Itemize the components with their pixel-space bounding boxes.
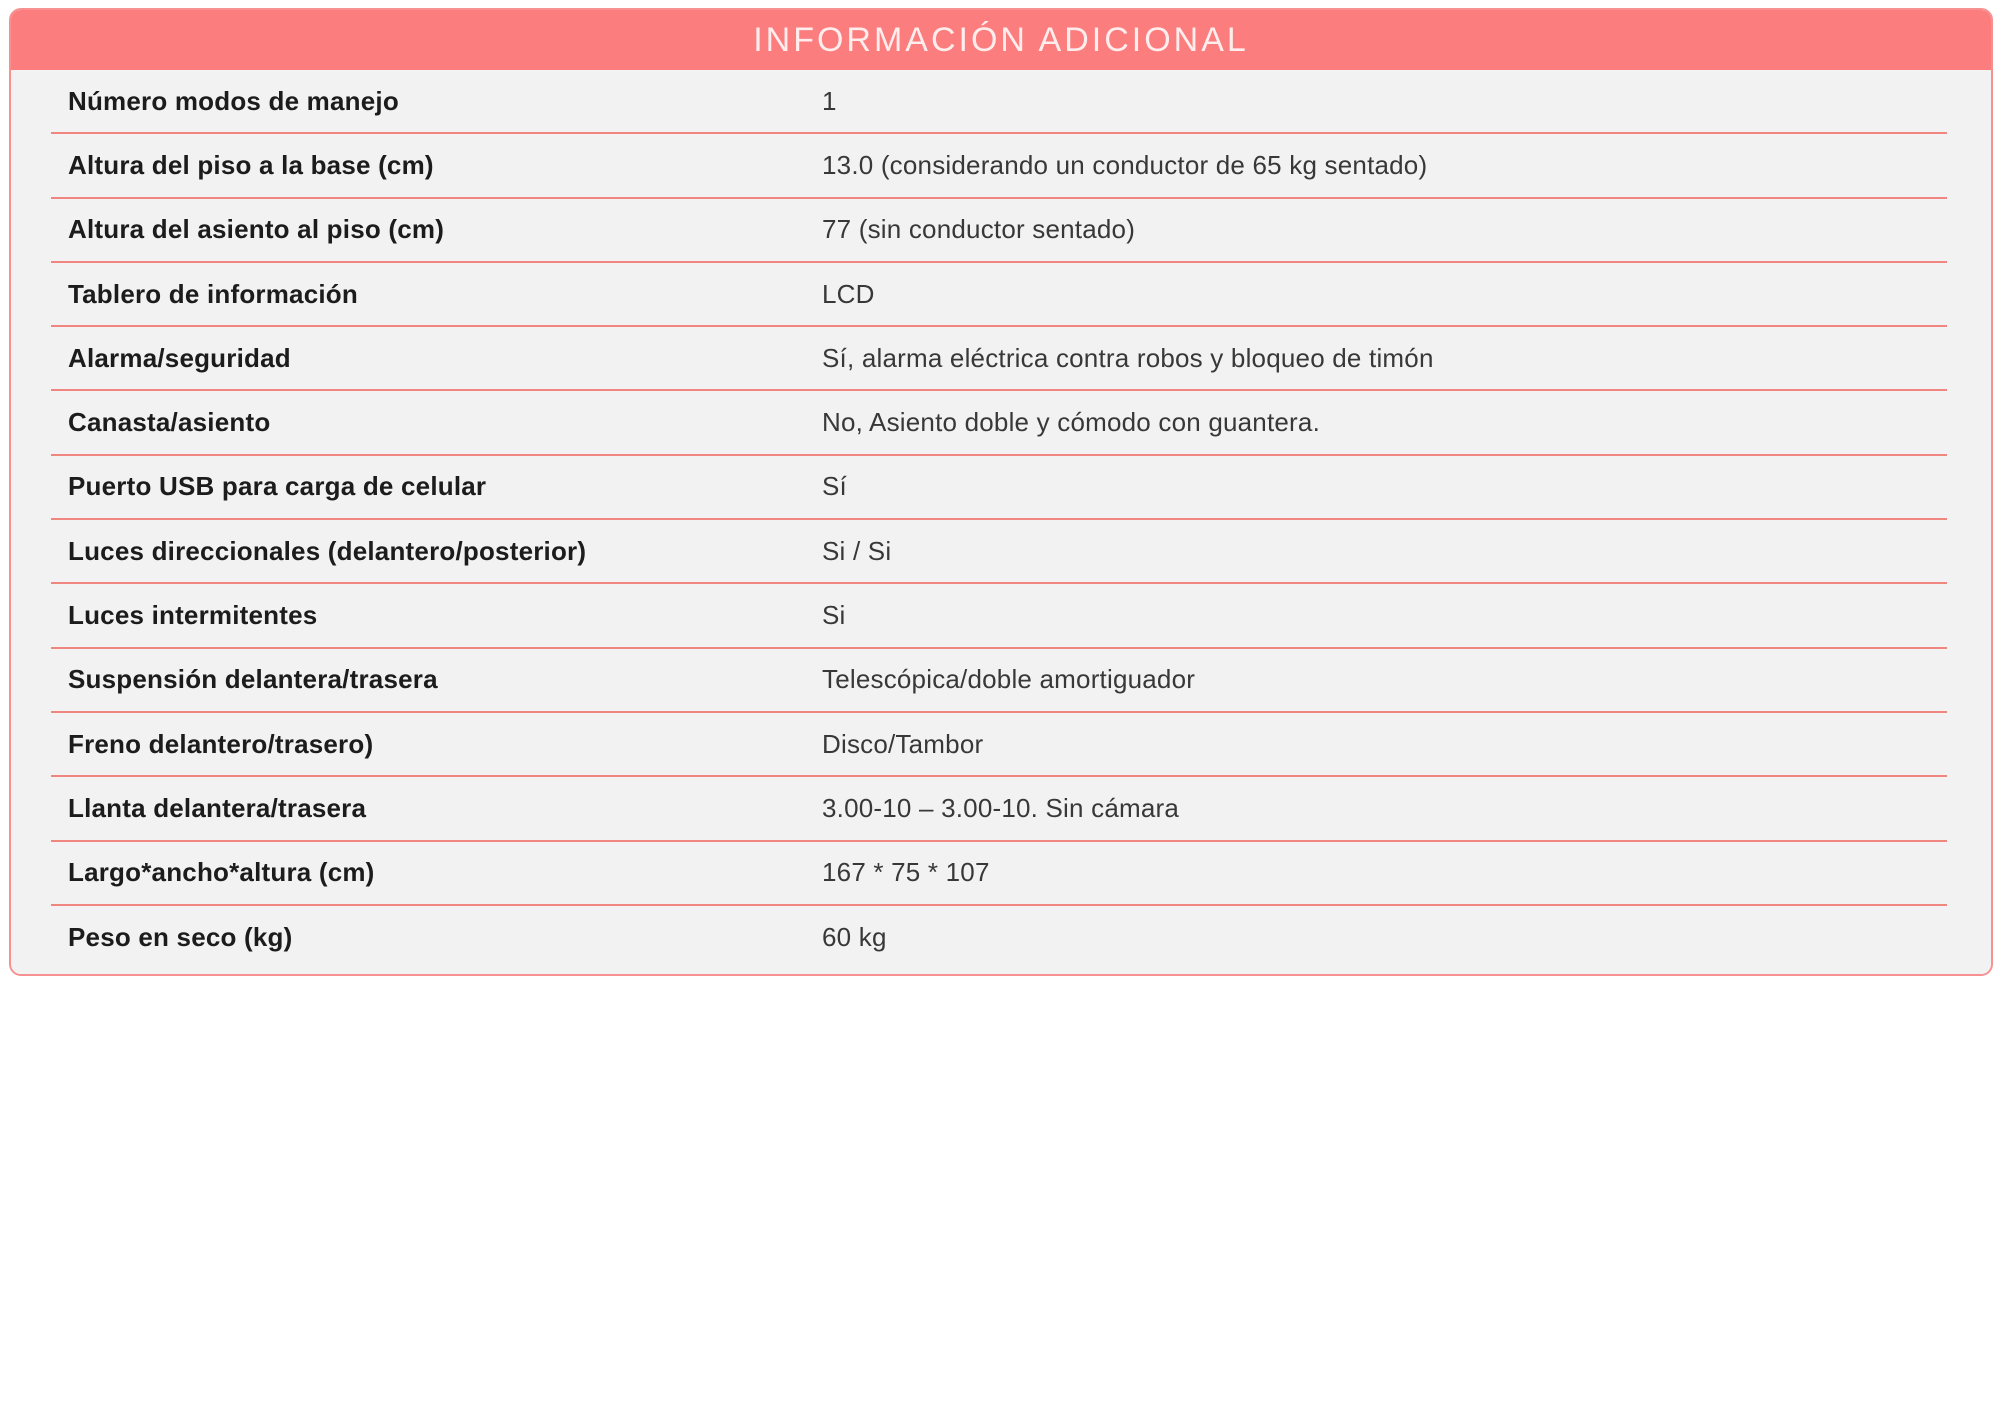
spec-row: [11, 70, 1991, 132]
spec-row: [11, 584, 1991, 646]
spec-label: Tablero de información: [68, 278, 358, 309]
spec-row: [11, 263, 1991, 325]
spec-row: [11, 456, 1991, 518]
spec-value: Sí: [822, 471, 847, 502]
additional-info-card: [9, 8, 1993, 976]
spec-row: [11, 713, 1991, 775]
additional-info-header: [11, 10, 1991, 70]
spec-label: Luces direccionales (delantero/posterior): [68, 535, 587, 566]
spec-value: Si / Si: [822, 535, 892, 566]
spec-row: [11, 199, 1991, 261]
spec-row: [11, 520, 1991, 582]
spec-label: Peso en seco (kg): [68, 921, 293, 952]
spec-label: Puerto USB para carga de celular: [68, 471, 487, 502]
spec-row: [11, 327, 1991, 389]
additional-info-title: INFORMACIÓN ADICIONAL: [753, 20, 1249, 59]
spec-label: Alarma/seguridad: [68, 342, 291, 373]
spec-value: Disco/Tambor: [822, 728, 984, 759]
spec-table: [11, 70, 1991, 974]
spec-label: Número modos de manejo: [68, 85, 399, 116]
spec-value: 13.0 (considerando un conductor de 65 kg sentado): [822, 149, 1428, 180]
spec-value: No, Asiento doble y cómodo con guantera.: [822, 407, 1320, 438]
spec-row: [11, 777, 1991, 839]
spec-value: 77 (sin conductor sentado): [822, 214, 1136, 245]
spec-label: Freno delantero/trasero): [68, 728, 374, 759]
spec-value: Sí, alarma eléctrica contra robos y bloqueo de timón: [822, 342, 1434, 373]
spec-row: [11, 842, 1991, 904]
spec-row: [11, 134, 1991, 196]
spec-value: Telescópica/doble amortiguador: [822, 664, 1196, 695]
spec-label: Largo*ancho*altura (cm): [68, 857, 375, 888]
spec-label: Llanta delantera/trasera: [68, 792, 367, 823]
spec-label: Altura del piso a la base (cm): [68, 149, 434, 180]
spec-value: LCD: [822, 278, 875, 309]
spec-value: 3.00-10 – 3.00-10. Sin cámara: [822, 792, 1180, 823]
spec-row: [11, 906, 1991, 968]
spec-row: [11, 649, 1991, 711]
spec-row: [11, 391, 1991, 453]
spec-label: Canasta/asiento: [68, 407, 271, 438]
spec-label: Altura del asiento al piso (cm): [68, 214, 445, 245]
spec-value: 167 * 75 * 107: [822, 857, 990, 888]
spec-value: 60 kg: [822, 921, 887, 952]
spec-label: Suspensión delantera/trasera: [68, 664, 438, 695]
spec-value: Si: [822, 600, 846, 631]
spec-label: Luces intermitentes: [68, 600, 318, 631]
spec-value: 1: [822, 85, 837, 116]
